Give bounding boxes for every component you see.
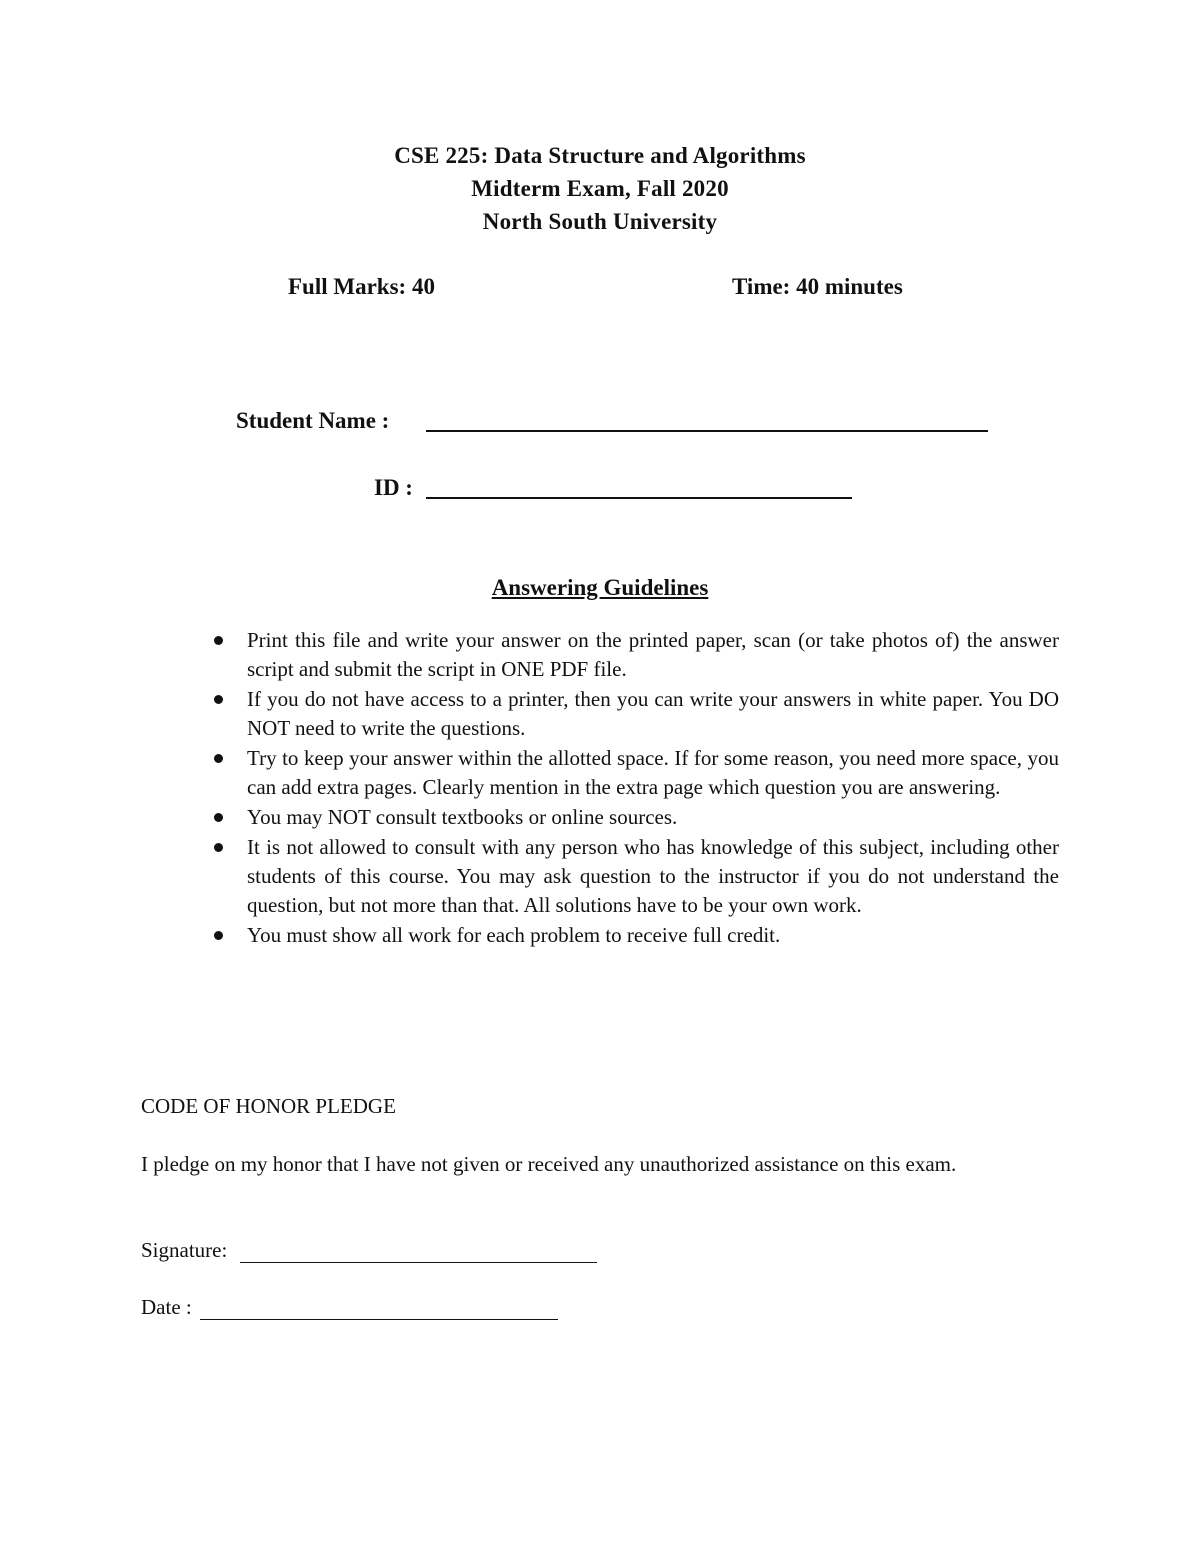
guidelines-heading: Answering Guidelines [491, 575, 709, 600]
bullet-icon [214, 695, 223, 704]
list-item [214, 833, 1059, 920]
bullet-icon [214, 843, 223, 852]
bullet-icon [214, 931, 223, 940]
date-label: Date : [141, 1295, 192, 1319]
signature-field[interactable] [240, 1262, 597, 1263]
guideline-text: Print this file and write your answer on the printed paper, scan (or take photos of) the answer script and submit the script in ONE PDF file. [247, 628, 1059, 681]
guideline-text: If you do not have access to a printer, then you can write your answers in white paper. You DO NOT need to write the questions. [247, 687, 1059, 740]
signature-label: Signature: [141, 1238, 228, 1262]
time-limit: Time: 40 minutes [732, 274, 903, 299]
list-item [214, 626, 1059, 684]
student-name-field[interactable] [426, 430, 988, 434]
id-label: ID : [374, 475, 413, 500]
guidelines-list [214, 626, 1059, 951]
honor-pledge-text: I pledge on my honor that I have not given or received any unauthorized assistance on this exam. [141, 1152, 957, 1176]
guideline-text: You must show all work for each problem to receive full credit. [247, 923, 781, 947]
bullet-icon [214, 813, 223, 822]
exam-title: Midterm Exam, Fall 2020 [471, 176, 729, 201]
list-item [214, 685, 1059, 743]
date-field[interactable] [200, 1319, 558, 1320]
guideline-text: Try to keep your answer within the allotted space. If for some reason, you need more space, you can add extra pages. Clearly mention in the extra page which question you are answering. [247, 746, 1059, 799]
university-name: North South University [482, 209, 718, 234]
id-field[interactable] [426, 497, 852, 501]
bullet-icon [214, 636, 223, 645]
list-item [214, 803, 1059, 832]
list-item [214, 744, 1059, 802]
guideline-text: It is not allowed to consult with any person who has knowledge of this subject, including other students of this course. You may ask question to the instructor if you do not understand the question, but not more than that. All solutions have to be your own work. [247, 835, 1059, 917]
full-marks: Full Marks: 40 [288, 274, 435, 299]
guideline-text: You may NOT consult textbooks or online sources. [247, 805, 678, 829]
honor-pledge-title: CODE OF HONOR PLEDGE [141, 1094, 396, 1118]
course-title: CSE 225: Data Structure and Algorithms [394, 143, 806, 168]
student-name-label: Student Name : [236, 408, 390, 433]
bullet-icon [214, 754, 223, 763]
list-item [214, 921, 1059, 950]
